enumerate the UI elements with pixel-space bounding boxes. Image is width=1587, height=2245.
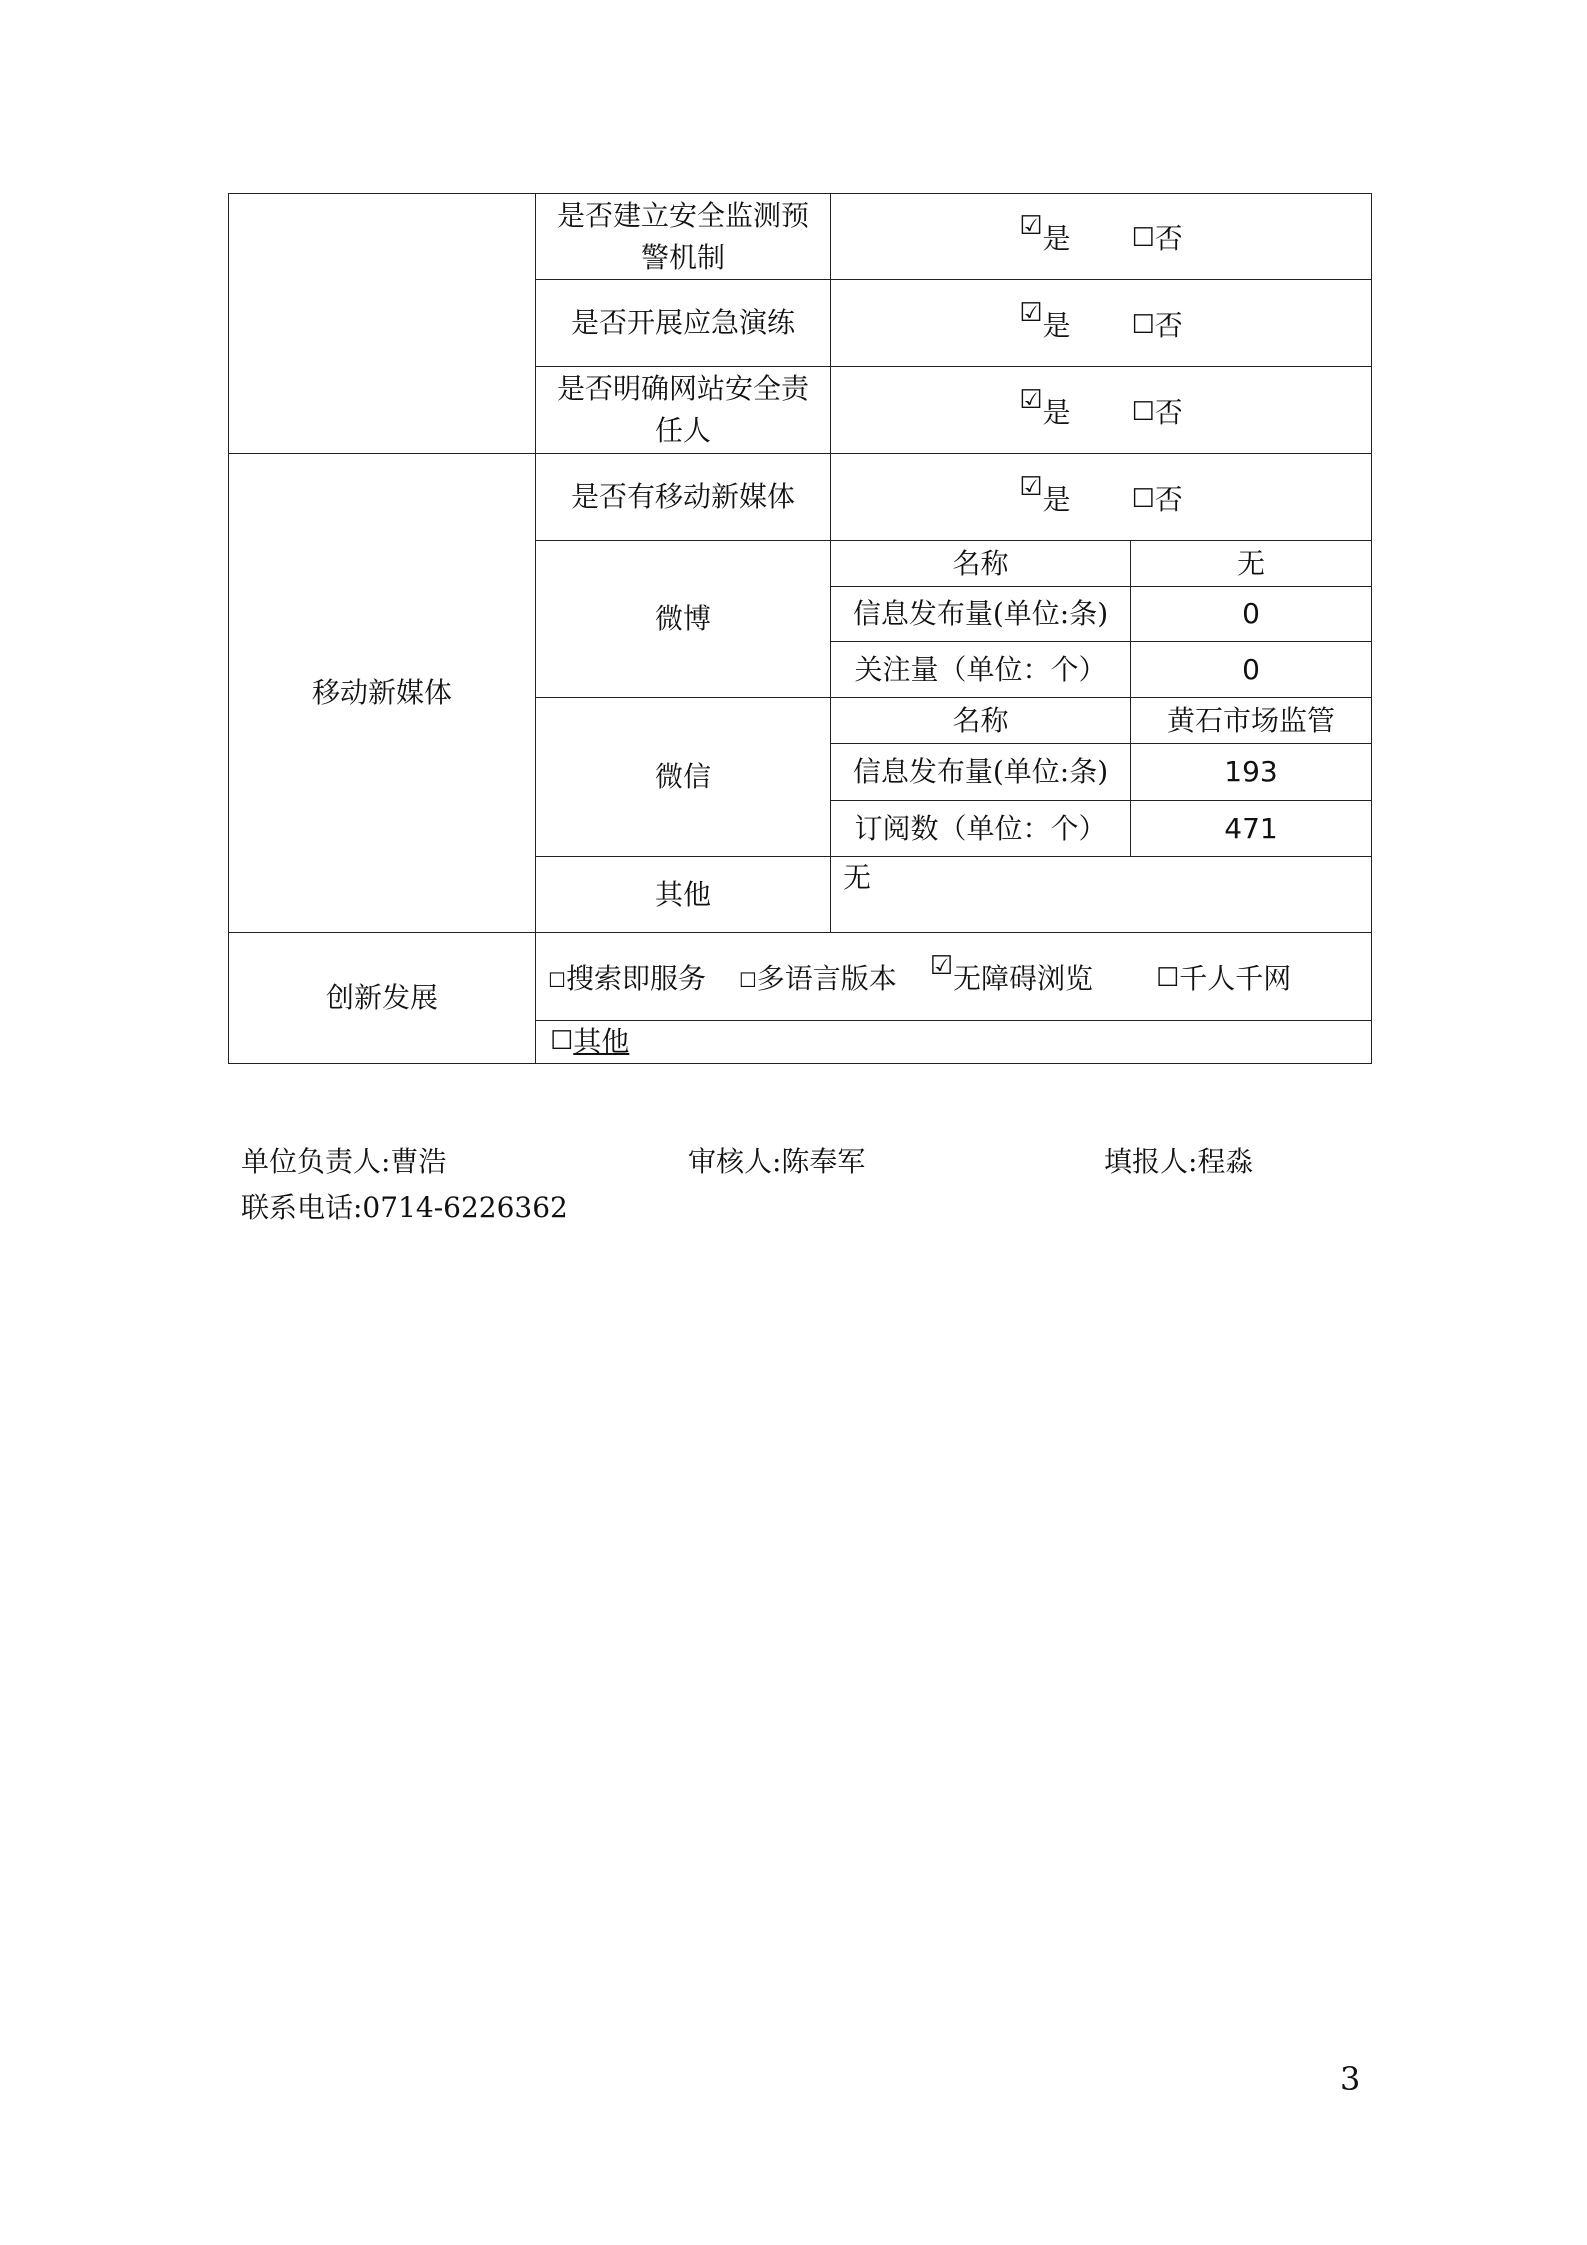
- weibo-name-label: 名称: [831, 541, 1131, 587]
- checked-box-icon[interactable]: ☑: [929, 951, 954, 981]
- security-officer-options: [831, 367, 1372, 454]
- weibo-name-value: 无: [1131, 541, 1372, 587]
- weibo-posts-value: 0: [1131, 587, 1372, 642]
- wechat-subscribers-label: 订阅数（单位：个）: [831, 801, 1131, 857]
- empty-box-icon[interactable]: ☐: [1131, 309, 1155, 340]
- checked-box-icon[interactable]: ☑: [1019, 471, 1043, 502]
- search-as-service-option[interactable]: ☐搜索即服务: [548, 962, 706, 995]
- reviewer: 审核人:陈奉军: [688, 1145, 866, 1178]
- empty-box-icon[interactable]: ☐: [1131, 223, 1155, 253]
- wechat-posts-label: 信息发布量(单位:条): [831, 744, 1131, 801]
- table-row: [229, 454, 1372, 541]
- table-row: [229, 933, 1372, 1021]
- empty-box-icon[interactable]: ☐: [1131, 483, 1155, 514]
- no-option[interactable]: ☐否: [1131, 222, 1183, 255]
- unit-head: 单位负责人:曹浩: [241, 1145, 447, 1178]
- wechat-name-label: 名称: [831, 698, 1131, 744]
- checked-box-icon[interactable]: ☑: [1019, 384, 1043, 415]
- checked-box-icon[interactable]: ☑: [1019, 211, 1043, 241]
- weibo-label: 微博: [536, 541, 831, 698]
- table-row: [229, 194, 1372, 280]
- other-media-value: 无: [831, 857, 1372, 933]
- empty-box-icon[interactable]: ☐: [548, 968, 566, 992]
- contact-phone: 联系电话:0714-6226362: [241, 1191, 568, 1224]
- no-option[interactable]: ☐否: [1131, 308, 1183, 342]
- multilingual-option[interactable]: ☐多语言版本: [738, 962, 897, 995]
- emergency-drill-options: [831, 280, 1372, 367]
- accessibility-option[interactable]: ☑无障碍浏览: [929, 951, 1094, 995]
- yes-option[interactable]: ☑是: [1019, 471, 1071, 516]
- innovation-other[interactable]: ☐其他: [536, 1021, 1372, 1064]
- report-table: [228, 193, 1372, 1064]
- weibo-posts-label: 信息发布量(单位:条): [831, 587, 1131, 642]
- has-mobile-media-options: [831, 454, 1372, 541]
- security-monitoring-options: [831, 194, 1372, 280]
- empty-box-icon[interactable]: ☐: [738, 968, 757, 992]
- other-media-label: 其他: [536, 857, 831, 933]
- no-option[interactable]: ☐否: [1131, 482, 1183, 516]
- innovation-label: 创新发展: [229, 933, 536, 1064]
- wechat-name-value: 黄石市场监管: [1131, 698, 1372, 744]
- wechat-label: 微信: [536, 698, 831, 857]
- page-number: 3: [1340, 2060, 1361, 2098]
- security-monitoring-label: 是否建立安全监测预警机制: [536, 194, 831, 280]
- yes-option[interactable]: ☑是: [1019, 384, 1071, 429]
- security-officer-label: 是否明确网站安全责任人: [536, 367, 831, 454]
- has-mobile-media-label: 是否有移动新媒体: [536, 454, 831, 541]
- personalized-web-option[interactable]: ☐千人千网: [1155, 962, 1292, 995]
- weibo-followers-label: 关注量（单位：个）: [831, 642, 1131, 698]
- yes-option[interactable]: ☑是: [1019, 297, 1071, 342]
- empty-box-icon[interactable]: ☐: [1155, 963, 1180, 993]
- emergency-drill-label: 是否开展应急演练: [536, 280, 831, 367]
- empty-box-icon[interactable]: ☐: [550, 1026, 574, 1056]
- innovation-options: [536, 933, 1372, 1021]
- weibo-followers-value: 0: [1131, 642, 1372, 698]
- checked-box-icon[interactable]: ☑: [1019, 297, 1043, 328]
- security-section-cell: [229, 194, 536, 454]
- yes-option[interactable]: ☑是: [1019, 211, 1071, 255]
- mobile-media-section-label: 移动新媒体: [229, 454, 536, 933]
- filler: 填报人:程淼: [1104, 1145, 1254, 1178]
- no-option[interactable]: ☐否: [1131, 395, 1183, 429]
- wechat-subscribers-value: 471: [1131, 801, 1372, 857]
- empty-box-icon[interactable]: ☐: [1131, 396, 1155, 427]
- wechat-posts-value: 193: [1131, 744, 1372, 801]
